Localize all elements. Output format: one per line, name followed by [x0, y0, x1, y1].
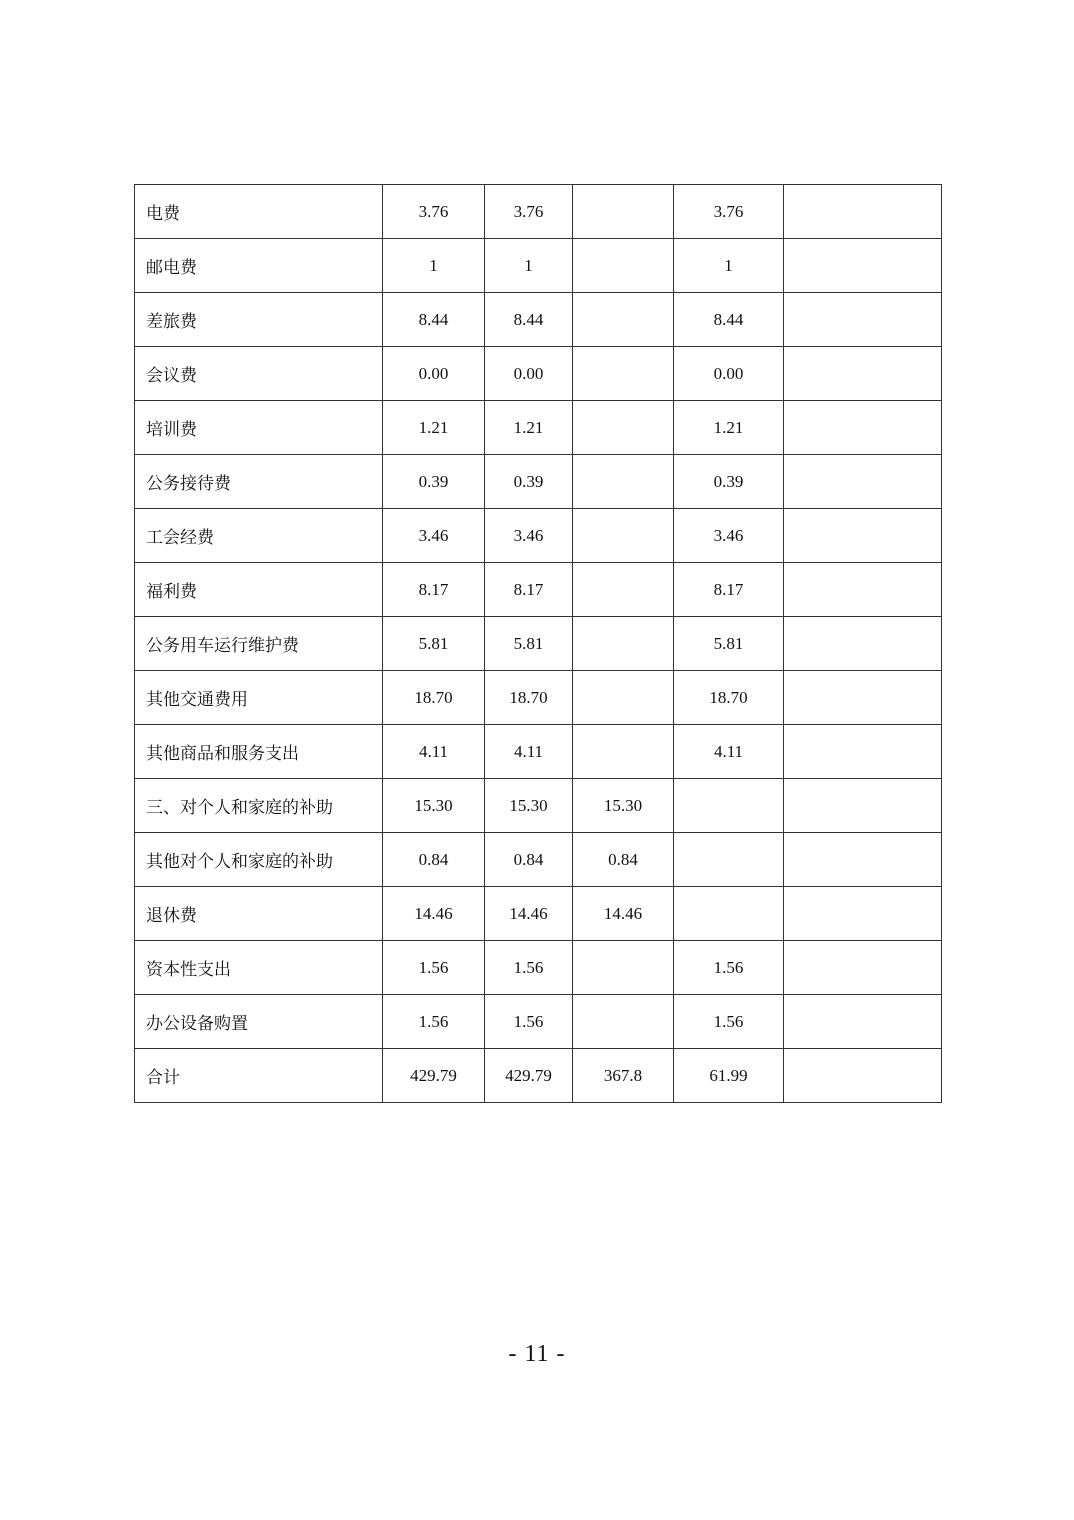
basic-expenditure-cell: 0.84 [573, 833, 674, 887]
table-row [135, 617, 942, 671]
total-cell: 1 [383, 239, 485, 293]
total-cell: 5.81 [383, 617, 485, 671]
project-expenditure-cell: 1.21 [674, 401, 784, 455]
item-name-cell: 退休费 [135, 887, 383, 941]
remark-cell [784, 1049, 942, 1103]
project-expenditure-cell: 1.56 [674, 941, 784, 995]
remark-cell [784, 617, 942, 671]
total-cell: 8.17 [383, 563, 485, 617]
project-expenditure-cell [674, 779, 784, 833]
subtotal-cell: 3.46 [485, 509, 573, 563]
table-row [135, 509, 942, 563]
total-cell: 15.30 [383, 779, 485, 833]
table-row [135, 725, 942, 779]
item-name-cell: 福利费 [135, 563, 383, 617]
total-cell: 429.79 [383, 1049, 485, 1103]
project-expenditure-cell: 61.99 [674, 1049, 784, 1103]
basic-expenditure-cell [573, 671, 674, 725]
basic-expenditure-cell [573, 347, 674, 401]
table-row [135, 941, 942, 995]
item-name-cell: 工会经费 [135, 509, 383, 563]
subtotal-cell: 14.46 [485, 887, 573, 941]
basic-expenditure-cell [573, 185, 674, 239]
remark-cell [784, 455, 942, 509]
project-expenditure-cell: 18.70 [674, 671, 784, 725]
item-name-cell: 资本性支出 [135, 941, 383, 995]
project-expenditure-cell: 0.39 [674, 455, 784, 509]
subtotal-cell: 18.70 [485, 671, 573, 725]
table-row [135, 563, 942, 617]
basic-expenditure-cell [573, 725, 674, 779]
basic-expenditure-cell [573, 401, 674, 455]
item-name-cell: 电费 [135, 185, 383, 239]
total-cell: 3.46 [383, 509, 485, 563]
subtotal-cell: 0.84 [485, 833, 573, 887]
basic-expenditure-cell [573, 941, 674, 995]
table-body [135, 185, 942, 1103]
project-expenditure-cell: 1.56 [674, 995, 784, 1049]
project-expenditure-cell: 1 [674, 239, 784, 293]
table-row [135, 1049, 942, 1103]
subtotal-cell: 1.56 [485, 941, 573, 995]
total-cell: 0.84 [383, 833, 485, 887]
item-name-cell: 其他交通费用 [135, 671, 383, 725]
project-expenditure-cell: 8.44 [674, 293, 784, 347]
total-cell: 1.56 [383, 995, 485, 1049]
budget-expenditure-table [134, 184, 942, 1103]
subtotal-cell: 0.39 [485, 455, 573, 509]
remark-cell [784, 293, 942, 347]
subtotal-cell: 1.21 [485, 401, 573, 455]
table-row [135, 995, 942, 1049]
remark-cell [784, 779, 942, 833]
page-number: - 11 - [508, 1341, 566, 1367]
remark-cell [784, 995, 942, 1049]
item-name-cell: 公务用车运行维护费 [135, 617, 383, 671]
subtotal-cell: 4.11 [485, 725, 573, 779]
project-expenditure-cell: 5.81 [674, 617, 784, 671]
total-cell: 3.76 [383, 185, 485, 239]
remark-cell [784, 671, 942, 725]
total-cell: 0.39 [383, 455, 485, 509]
project-expenditure-cell: 0.00 [674, 347, 784, 401]
total-cell: 1.21 [383, 401, 485, 455]
item-name-cell: 差旅费 [135, 293, 383, 347]
subtotal-cell: 15.30 [485, 779, 573, 833]
project-expenditure-cell: 4.11 [674, 725, 784, 779]
item-name-cell: 会议费 [135, 347, 383, 401]
project-expenditure-cell [674, 887, 784, 941]
item-name-cell: 邮电费 [135, 239, 383, 293]
basic-expenditure-cell [573, 563, 674, 617]
remark-cell [784, 725, 942, 779]
table-row [135, 401, 942, 455]
subtotal-cell: 1.56 [485, 995, 573, 1049]
item-name-cell: 办公设备购置 [135, 995, 383, 1049]
total-cell: 18.70 [383, 671, 485, 725]
remark-cell [784, 941, 942, 995]
subtotal-cell: 1 [485, 239, 573, 293]
total-cell: 1.56 [383, 941, 485, 995]
subtotal-cell: 429.79 [485, 1049, 573, 1103]
basic-expenditure-cell [573, 239, 674, 293]
subtotal-cell: 8.44 [485, 293, 573, 347]
remark-cell [784, 347, 942, 401]
basic-expenditure-cell [573, 509, 674, 563]
total-cell: 8.44 [383, 293, 485, 347]
project-expenditure-cell: 3.46 [674, 509, 784, 563]
basic-expenditure-cell: 14.46 [573, 887, 674, 941]
item-name-cell: 其他商品和服务支出 [135, 725, 383, 779]
basic-expenditure-cell [573, 293, 674, 347]
table-row [135, 455, 942, 509]
table-row [135, 185, 942, 239]
remark-cell [784, 185, 942, 239]
remark-cell [784, 563, 942, 617]
item-name-cell: 公务接待费 [135, 455, 383, 509]
total-cell: 4.11 [383, 725, 485, 779]
basic-expenditure-cell: 15.30 [573, 779, 674, 833]
project-expenditure-cell: 8.17 [674, 563, 784, 617]
subtotal-cell: 0.00 [485, 347, 573, 401]
total-cell: 0.00 [383, 347, 485, 401]
remark-cell [784, 239, 942, 293]
table-row [135, 347, 942, 401]
subtotal-cell: 8.17 [485, 563, 573, 617]
remark-cell [784, 833, 942, 887]
item-name-cell: 合计 [135, 1049, 383, 1103]
item-name-cell: 培训费 [135, 401, 383, 455]
basic-expenditure-cell [573, 617, 674, 671]
table-row [135, 779, 942, 833]
basic-expenditure-cell: 367.8 [573, 1049, 674, 1103]
remark-cell [784, 401, 942, 455]
table-row [135, 293, 942, 347]
table-row [135, 671, 942, 725]
table-row [135, 239, 942, 293]
project-expenditure-cell [674, 833, 784, 887]
project-expenditure-cell: 3.76 [674, 185, 784, 239]
item-name-cell: 其他对个人和家庭的补助 [135, 833, 383, 887]
basic-expenditure-cell [573, 995, 674, 1049]
subtotal-cell: 5.81 [485, 617, 573, 671]
item-name-cell: 三、对个人和家庭的补助 [135, 779, 383, 833]
table-row [135, 887, 942, 941]
remark-cell [784, 509, 942, 563]
table-row [135, 833, 942, 887]
total-cell: 14.46 [383, 887, 485, 941]
basic-expenditure-cell [573, 455, 674, 509]
subtotal-cell: 3.76 [485, 185, 573, 239]
remark-cell [784, 887, 942, 941]
